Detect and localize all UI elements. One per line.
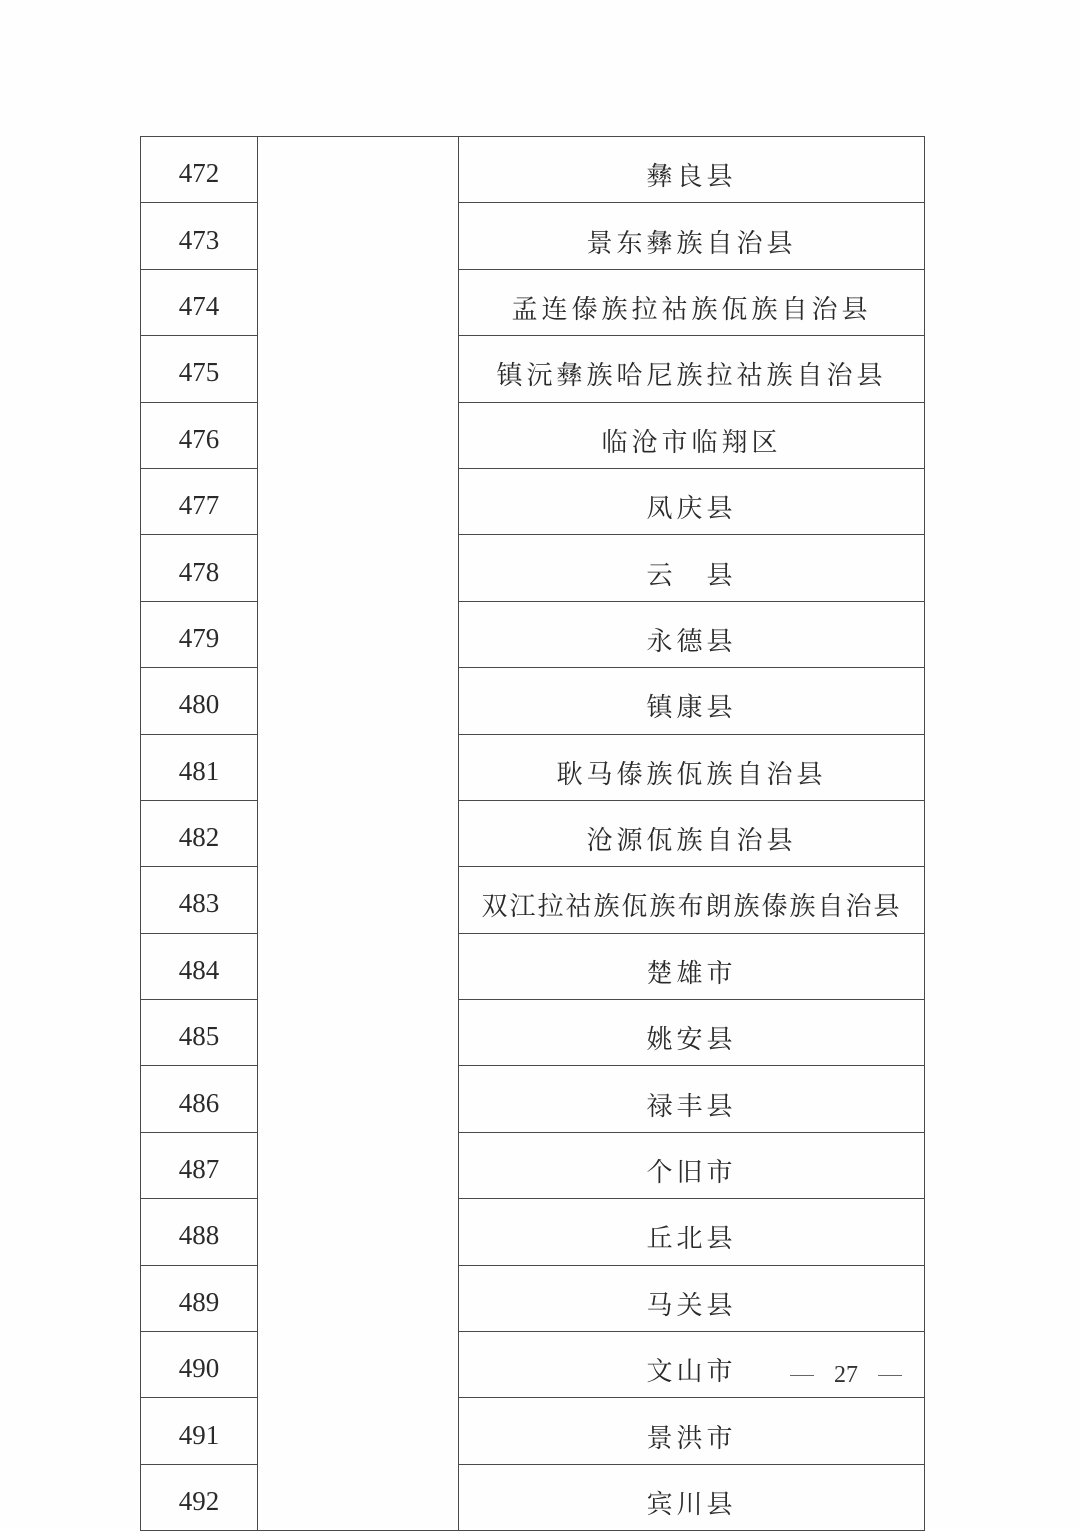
row-number: 489 [141, 1265, 258, 1331]
row-number: 486 [141, 1066, 258, 1132]
county-name: 临沧市临翔区 [459, 402, 925, 468]
row-number: 478 [141, 535, 258, 601]
county-name: 马关县 [459, 1265, 925, 1331]
county-name: 禄丰县 [459, 1066, 925, 1132]
county-name: 丘北县 [459, 1199, 925, 1265]
county-name: 镇沅彝族哈尼族拉祜族自治县 [459, 336, 925, 402]
row-number: 488 [141, 1199, 258, 1265]
row-number: 492 [141, 1464, 258, 1530]
table-row [141, 137, 925, 203]
row-number: 479 [141, 601, 258, 667]
county-name: 宾川县 [459, 1464, 925, 1530]
page-number-footer [790, 1362, 902, 1389]
county-name: 镇康县 [459, 668, 925, 734]
county-name: 云 县 [459, 535, 925, 601]
county-name: 楚雄市 [459, 933, 925, 999]
table-body [141, 137, 925, 1531]
county-name: 永德县 [459, 601, 925, 667]
county-name: 双江拉祜族佤族布朗族傣族自治县 [459, 867, 925, 933]
row-number: 472 [141, 137, 258, 203]
row-number: 473 [141, 203, 258, 269]
county-name: 景东彝族自治县 [459, 203, 925, 269]
right-dash-decoration [878, 1375, 902, 1377]
row-number: 476 [141, 402, 258, 468]
row-number: 477 [141, 468, 258, 534]
county-list-table [140, 136, 925, 1531]
county-name: 耿马傣族佤族自治县 [459, 734, 925, 800]
row-number: 490 [141, 1332, 258, 1398]
county-name: 姚安县 [459, 1000, 925, 1066]
county-name: 孟连傣族拉祜族佤族自治县 [459, 269, 925, 335]
row-number: 487 [141, 1132, 258, 1198]
row-number: 475 [141, 336, 258, 402]
row-number: 474 [141, 269, 258, 335]
county-name: 个旧市 [459, 1132, 925, 1198]
left-dash-decoration [790, 1375, 814, 1377]
row-number: 483 [141, 867, 258, 933]
merged-province-cell [258, 137, 459, 1531]
row-number: 482 [141, 800, 258, 866]
county-name: 文山市 [459, 1332, 925, 1398]
county-name: 沧源佤族自治县 [459, 800, 925, 866]
county-name: 凤庆县 [459, 468, 925, 534]
county-name: 彝良县 [459, 137, 925, 203]
page-number: 27 [834, 1362, 858, 1388]
county-name: 景洪市 [459, 1398, 925, 1464]
row-number: 481 [141, 734, 258, 800]
row-number: 485 [141, 1000, 258, 1066]
row-number: 491 [141, 1398, 258, 1464]
row-number: 480 [141, 668, 258, 734]
row-number: 484 [141, 933, 258, 999]
